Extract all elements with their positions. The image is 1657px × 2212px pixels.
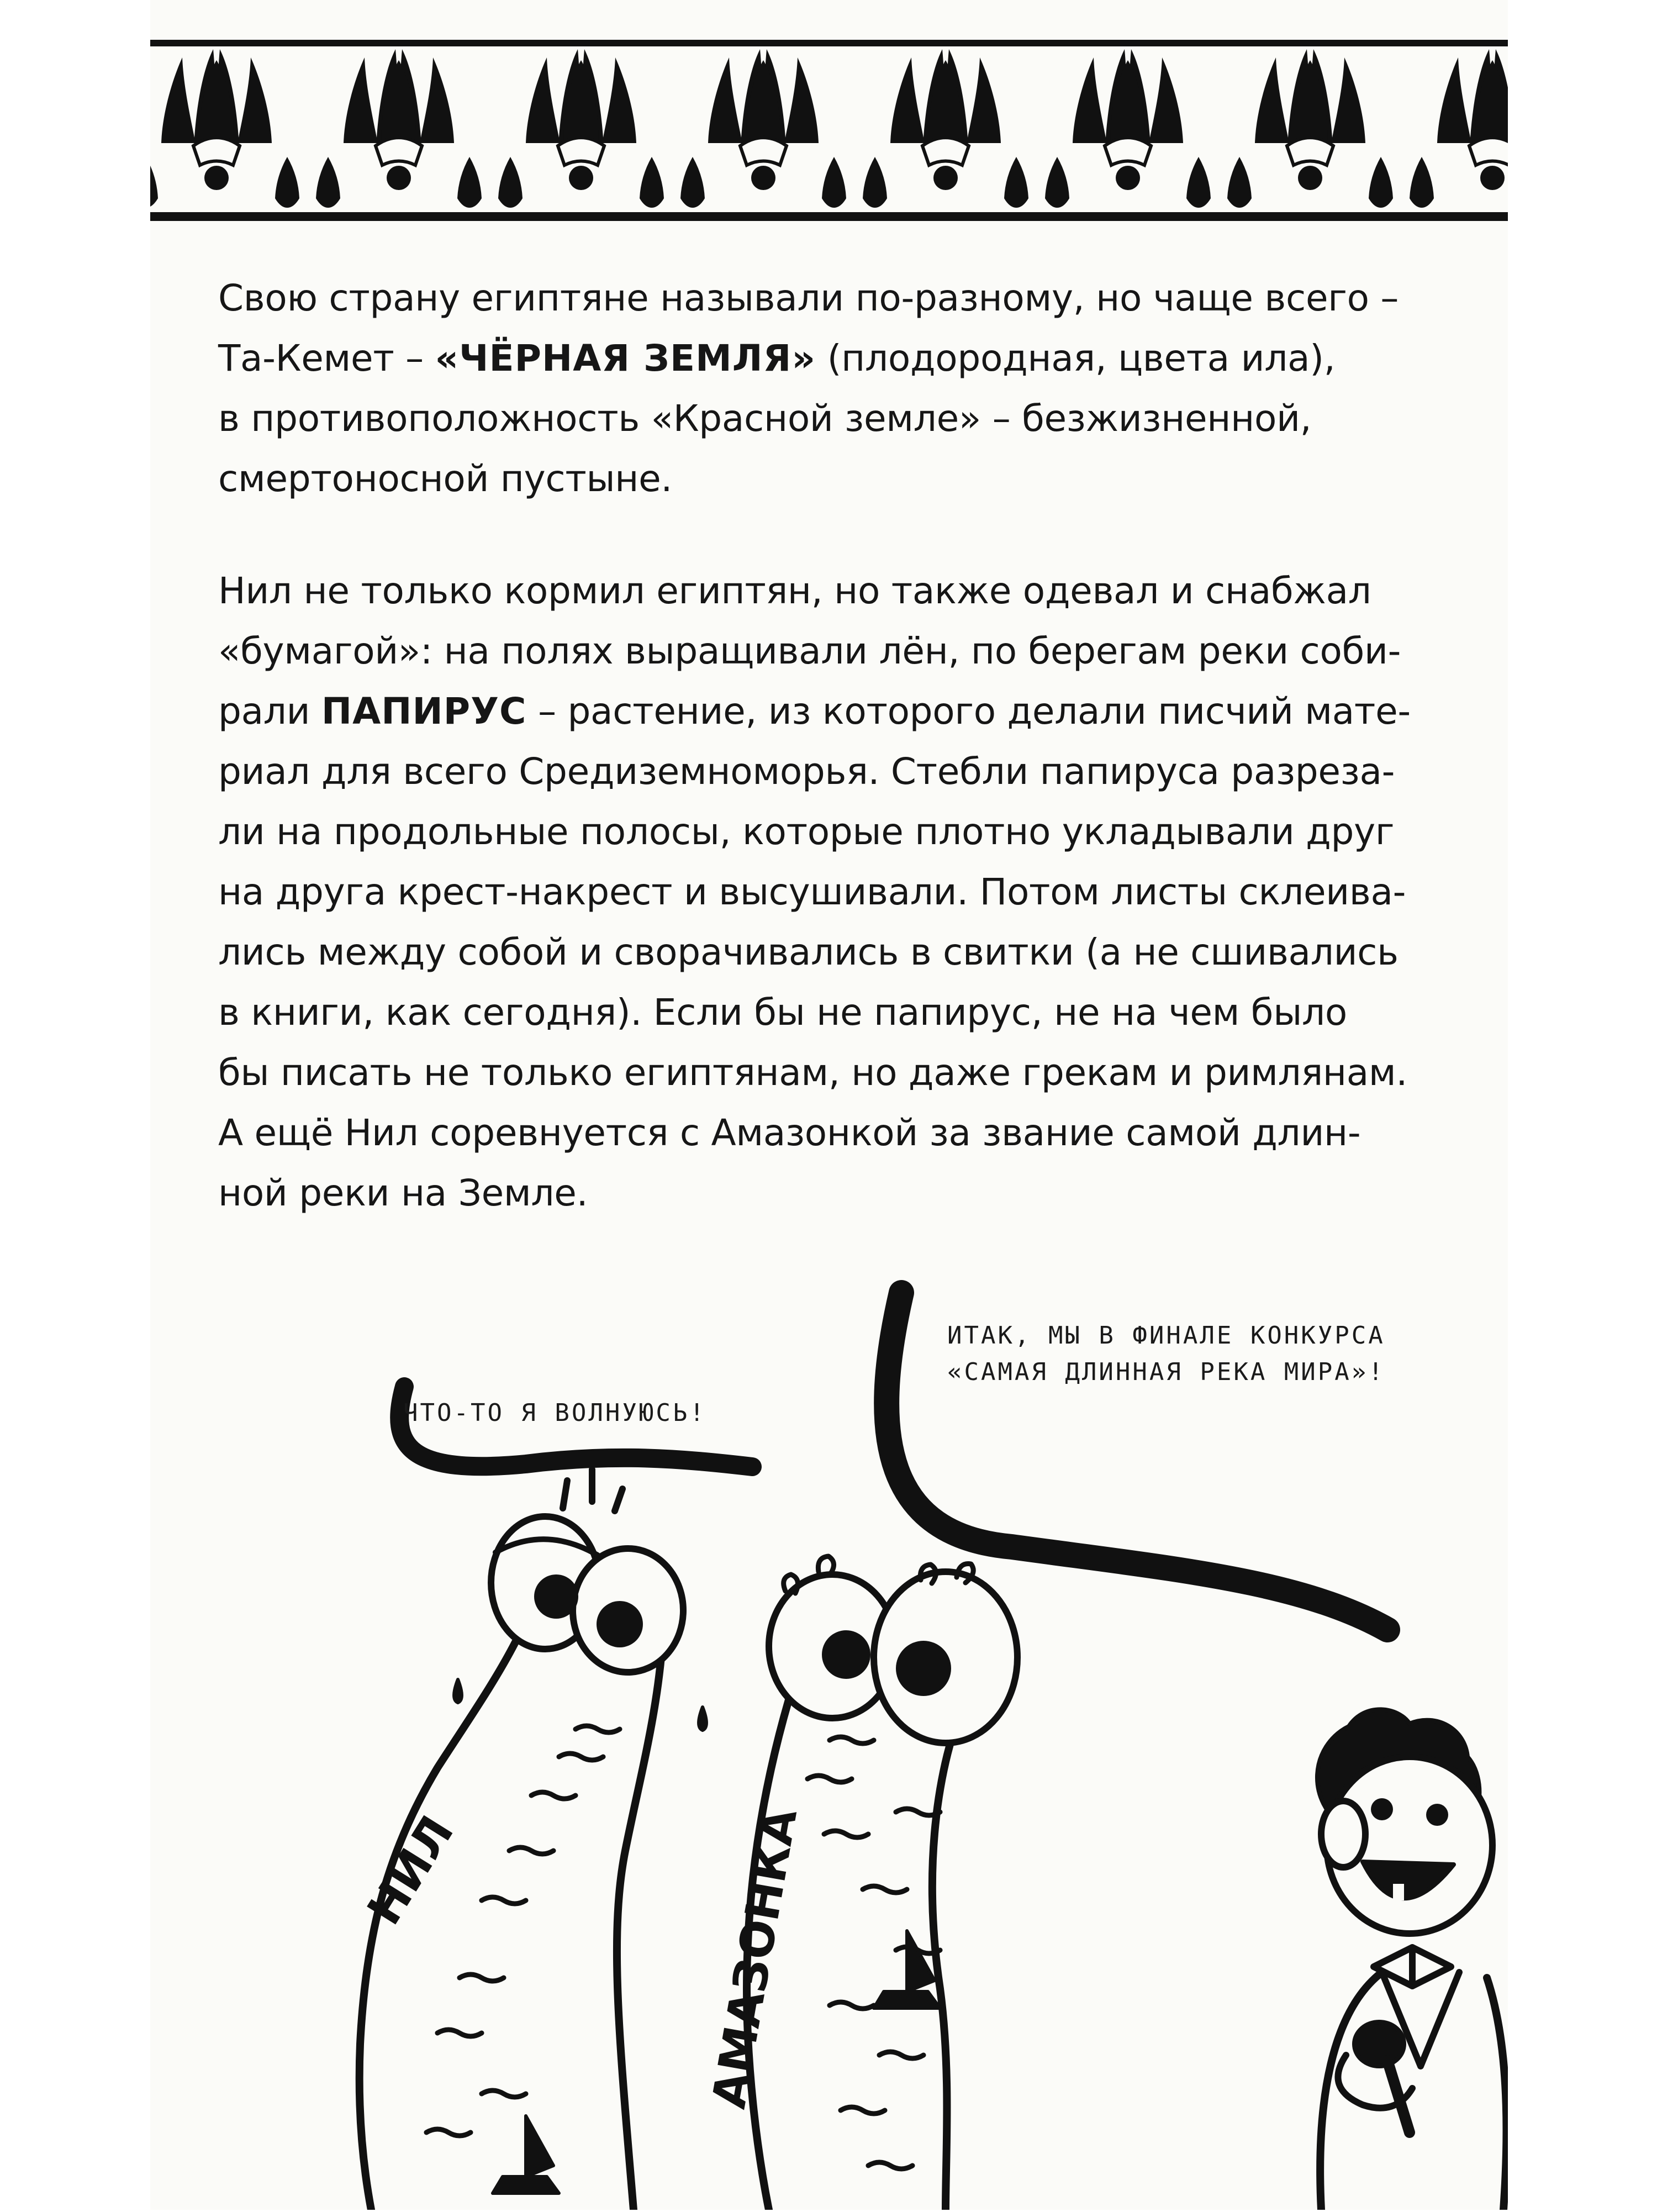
text-line: «бумагой»: на полях выращивали лён, по берегам реки соби- bbox=[218, 630, 1401, 672]
paragraph-nile-papyrus bbox=[218, 561, 1433, 1223]
nile-speech-text: ЧТО-ТО Я ВОЛНУЮСЬ! bbox=[403, 1399, 706, 1427]
text-line: лись между собой и сворачивались в свитки (а не сшивались bbox=[218, 931, 1399, 973]
text-run: рали bbox=[218, 690, 321, 733]
text-run: Та-Кемет – bbox=[218, 337, 435, 380]
text-line: риал для всего Средиземноморья. Стебли папируса разреза- bbox=[218, 750, 1395, 793]
host-speech-line: «САМАЯ ДЛИННАЯ РЕКА МИРА»! bbox=[947, 1358, 1385, 1386]
nile-label: НИЛ bbox=[356, 1807, 465, 1934]
text-line: Свою страну египтяне называли по-разному, но чаще всего – bbox=[218, 277, 1399, 319]
lotus-ornament-border bbox=[150, 46, 1508, 222]
host-speech-line: ИТАК, МЫ В ФИНАЛЕ КОНКУРСА bbox=[947, 1321, 1385, 1350]
text-run: (плодородная, цвета ила), bbox=[816, 337, 1336, 380]
text-run: – растение, из которого делали писчий мате- bbox=[526, 690, 1411, 733]
host-speech-text bbox=[947, 1318, 1385, 1391]
paragraph-ta-kemet bbox=[218, 268, 1433, 509]
text-line bbox=[218, 328, 1433, 388]
presenter-character bbox=[1317, 1709, 1507, 2210]
text-line: смертоносной пустыне. bbox=[218, 457, 673, 500]
nile-river-character bbox=[357, 1470, 706, 2210]
text-line: в противоположность «Красной земле» – безжизненной, bbox=[218, 397, 1312, 440]
emphasis-term: «ЧЁРНАЯ ЗЕМЛЯ» bbox=[435, 337, 816, 380]
text-line: на друга крест-накрест и высушивали. Потом листы склеива- bbox=[218, 871, 1406, 913]
text-line: ной реки на Земле. bbox=[218, 1172, 588, 1214]
text-line: бы писать не только египтянам, но даже грекам и римлянам. bbox=[218, 1051, 1408, 1094]
emphasis-term: ПАПИРУС bbox=[321, 690, 527, 733]
amazon-label: АМАЗОНКА bbox=[701, 1804, 808, 2113]
ornament-bottom-rule bbox=[150, 212, 1508, 221]
text-line: в книги, как сегодня). Если бы не папирус, не на чем было bbox=[218, 991, 1347, 1034]
page-top-rule bbox=[150, 40, 1508, 46]
cartoon-illustration bbox=[150, 1271, 1508, 2210]
text-line bbox=[218, 681, 1433, 741]
text-line: А ещё Нил соревнуется с Амазонкой за звание самой длин- bbox=[218, 1112, 1361, 1154]
text-line: ли на продольные полосы, которые плотно укладывали друг bbox=[218, 810, 1395, 853]
text-line: Нил не только кормил египтян, но также одевал и снабжал bbox=[218, 570, 1371, 612]
amazon-river-character bbox=[701, 1556, 1017, 2210]
